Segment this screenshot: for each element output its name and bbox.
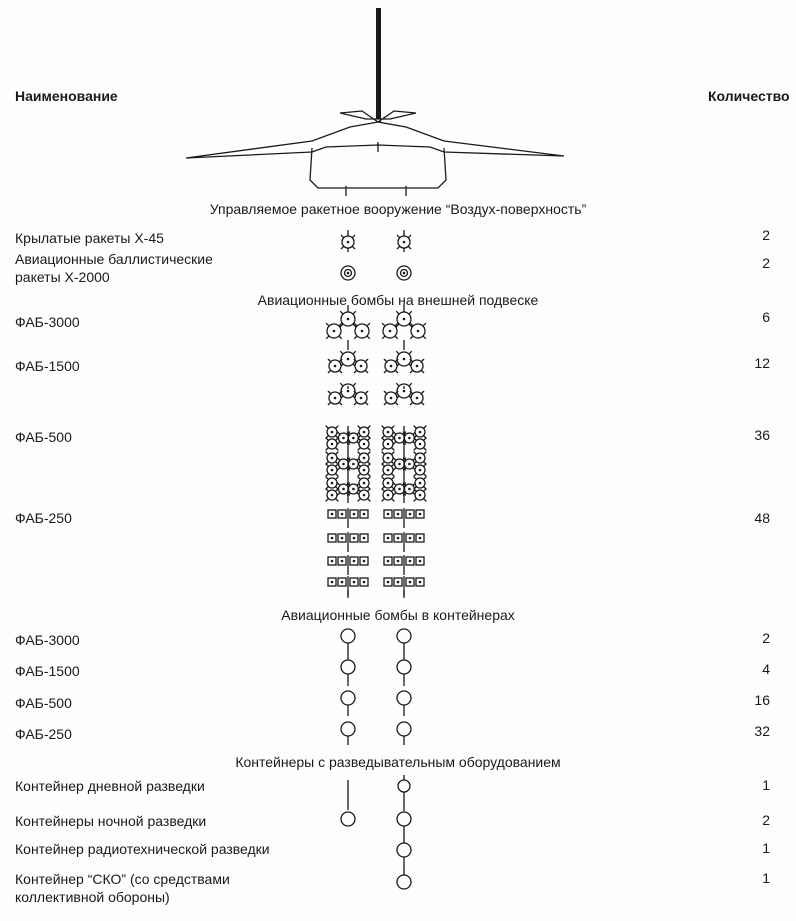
fab250-center — [419, 513, 422, 516]
fab3000-bomb-fin — [382, 336, 385, 339]
fab3000-bomb-fin — [423, 323, 426, 326]
fab500-bomb-fin — [358, 477, 361, 480]
fab500-bomb-fin — [393, 468, 396, 471]
fab250-center — [353, 513, 356, 516]
fab500-bomb-center — [387, 457, 390, 460]
fab500-bomb-fin — [414, 452, 417, 455]
fab1500-bomb-fin — [409, 351, 412, 354]
row-label-fab250-cont: ФАБ-250 — [15, 726, 72, 742]
fab500-bomb-center — [363, 431, 366, 434]
fab250-center — [397, 560, 400, 563]
fab1500-bomb-fin — [365, 359, 368, 362]
fab1500-bomb-fin — [339, 402, 342, 405]
fab3000-container — [341, 629, 355, 643]
fab250-center — [397, 581, 400, 584]
fab500-bomb-fin — [358, 474, 361, 477]
fab1500-bomb-fin — [421, 359, 424, 362]
fab1500-bomb-fin — [353, 351, 356, 354]
fab1500-bomb-center — [334, 397, 337, 400]
fab1500-bomb-fin — [421, 391, 424, 394]
fab1500-bomb-fin — [328, 391, 331, 394]
fab1500-bomb-center — [416, 365, 419, 368]
row-label-night-recon: Контейнеры ночной разведки — [15, 813, 207, 829]
fab500-bomb-fin — [368, 464, 371, 467]
fab1500-bomb-center — [334, 365, 337, 368]
row-label-fab250-ext: ФАБ-250 — [15, 510, 72, 526]
fab500-bomb-center — [352, 463, 355, 466]
fab500-bomb-center — [331, 431, 334, 434]
kh45-missile-fin — [397, 235, 400, 238]
fab1500-bomb-fin — [328, 359, 331, 362]
fab250-center — [331, 537, 334, 540]
day-recon-container — [398, 780, 410, 792]
fab500-bomb-center — [363, 457, 366, 460]
fab3000-container — [397, 629, 411, 643]
fab1500-bomb-center — [347, 358, 350, 361]
fab500-bomb-fin — [424, 452, 427, 455]
night-recon-container-left — [341, 812, 355, 826]
fab500-bomb-fin — [392, 499, 395, 502]
fab500-bomb-fin — [368, 426, 371, 429]
fab500-bomb-fin — [336, 474, 339, 477]
row-label-fab3000-cont: ФАБ-3000 — [15, 632, 80, 648]
fab1500-bomb-fin — [409, 383, 412, 386]
fab500-bomb-center — [419, 494, 422, 497]
fab3000-bomb-fin — [326, 336, 329, 339]
fab1500-bomb-fin — [339, 370, 342, 373]
fab3000-bomb-fin — [423, 336, 426, 339]
fab500-bomb-fin — [382, 499, 385, 502]
section-title-recon: Контейнеры с разведывательным оборудованием — [235, 754, 561, 770]
fab250-container — [341, 722, 355, 736]
fab1500-bomb-fin — [410, 370, 413, 373]
fab500-bomb-fin — [393, 483, 396, 486]
fab3000-bomb-fin — [353, 311, 356, 314]
fab1500-container — [341, 660, 355, 674]
row-label-fab1500-cont: ФАБ-1500 — [15, 663, 80, 679]
fab500-bomb-fin — [393, 458, 396, 461]
fab500-container — [341, 691, 355, 705]
fab3000-bomb-fin — [367, 323, 370, 326]
fab500-bomb-center — [398, 437, 401, 440]
fab3000-bomb-fin — [382, 323, 385, 326]
row-label-fab500-cont: ФАБ-500 — [15, 695, 72, 711]
fab250-center — [419, 581, 422, 584]
fab1500-bomb-fin — [384, 370, 387, 373]
fab500-bomb-fin — [382, 489, 385, 492]
fab1500-bomb-fin — [384, 391, 387, 394]
sko-container — [397, 875, 411, 889]
fab500-bomb-fin — [326, 489, 329, 492]
row-qty-night-recon: 2 — [762, 812, 770, 828]
fab500-bomb-center — [363, 469, 366, 472]
fab500-bomb-center — [419, 482, 422, 485]
row-qty-fab500-cont: 16 — [754, 692, 770, 708]
fab3000-bomb-center — [403, 318, 406, 321]
fab500-bomb-fin — [382, 438, 385, 441]
fab500-bomb-fin — [368, 499, 371, 502]
fab500-bomb-fin — [382, 452, 385, 455]
fab500-bomb-fin — [424, 489, 427, 492]
fab3000-bomb-fin — [410, 336, 413, 339]
fab500-bomb-center — [387, 469, 390, 472]
fab500-bomb-center — [331, 443, 334, 446]
fab3000-bomb-fin — [354, 336, 357, 339]
fab250-center — [341, 537, 344, 540]
fab500-bomb-center — [331, 457, 334, 460]
fab500-bomb-fin — [326, 499, 329, 502]
fab3000-bomb-fin — [339, 336, 342, 339]
row-label-kh45: Крылатые ракеты Х-45 — [15, 230, 164, 246]
night-recon-container-right — [397, 812, 411, 826]
fab500-bomb-fin — [424, 474, 427, 477]
fab500-bomb-fin — [337, 483, 340, 486]
fab1500-bomb-fin — [353, 383, 356, 386]
fab500-bomb-center — [408, 488, 411, 491]
fab1500-bomb-fin — [365, 391, 368, 394]
fab1500-bomb-fin — [328, 402, 331, 405]
fab500-bomb-fin — [393, 493, 396, 496]
row-label-fab1500-ext: ФАБ-1500 — [15, 358, 80, 374]
fab500-bomb-center — [363, 443, 366, 446]
fab500-bomb-center — [342, 437, 345, 440]
fab250-center — [353, 537, 356, 540]
fab500-bomb-center — [408, 437, 411, 440]
fab1500-bomb-fin — [328, 370, 331, 373]
fab500-bomb-center — [387, 482, 390, 485]
row-qty-fab1500-ext: 12 — [754, 355, 770, 371]
fab1500-bomb-center — [416, 397, 419, 400]
fab500-bomb-fin — [336, 477, 339, 480]
fab500-bomb-fin — [337, 468, 340, 471]
fab250-center — [409, 581, 412, 584]
fab500-bomb-fin — [392, 452, 395, 455]
fab500-bomb-fin — [392, 448, 395, 451]
fab500-bomb-center — [331, 482, 334, 485]
fab3000-bomb-fin — [367, 336, 370, 339]
fab500-bomb-fin — [414, 474, 417, 477]
fab500-bomb-fin — [326, 452, 329, 455]
fab500-bomb-fin — [368, 438, 371, 441]
kh2000-center — [347, 272, 350, 275]
fab1500-bomb-fin — [396, 383, 399, 386]
fab250-center — [387, 513, 390, 516]
fab250-center — [419, 560, 422, 563]
fab500-bomb-fin — [326, 474, 329, 477]
kh45-missile-fin — [341, 246, 344, 249]
fab500-bomb-fin — [414, 426, 417, 429]
fab500-bomb-center — [387, 443, 390, 446]
kh45-missile-center — [347, 241, 350, 244]
fab500-bomb-fin — [337, 458, 340, 461]
fab500-bomb-fin — [368, 448, 371, 451]
row-qty-day-recon: 1 — [762, 777, 770, 793]
fab500-bomb-fin — [424, 499, 427, 502]
fab3000-bomb-center — [389, 330, 392, 333]
weapon-symbols — [326, 230, 427, 889]
section-title-external-bombs: Авиационные бомбы на внешней подвеске — [257, 292, 539, 308]
fab500-bomb-fin — [358, 448, 361, 451]
fab1500-bomb-center — [390, 397, 393, 400]
fab250-center — [419, 537, 422, 540]
fab250-center — [353, 560, 356, 563]
fab500-bomb-center — [352, 488, 355, 491]
row-qty-kh45: 2 — [762, 227, 770, 243]
fab1500-bomb-fin — [410, 402, 413, 405]
fab1500-bomb-fin — [421, 402, 424, 405]
fab250-center — [341, 581, 344, 584]
fab500-bomb-fin — [392, 474, 395, 477]
fab500-container — [397, 691, 411, 705]
aircraft-front-view — [186, 8, 564, 196]
kh2000-center — [403, 272, 406, 275]
quantity-column-header: Количество — [708, 88, 790, 104]
fab500-bomb-center — [363, 482, 366, 485]
fab500-bomb-center — [342, 463, 345, 466]
kh45-missile-fin — [408, 235, 411, 238]
fab500-bomb-fin — [326, 448, 329, 451]
kh45-missile-fin — [352, 235, 355, 238]
fab500-bomb-fin — [337, 493, 340, 496]
fab500-bomb-fin — [392, 426, 395, 429]
fab500-bomb-fin — [337, 442, 340, 445]
row-label-radio-recon: Контейнер радиотехнической разведки — [15, 841, 270, 857]
fab3000-bomb-center — [417, 330, 420, 333]
fab1500-bomb-fin — [365, 370, 368, 373]
fab500-bomb-fin — [392, 477, 395, 480]
fab250-center — [331, 513, 334, 516]
fab500-bomb-fin — [337, 432, 340, 435]
fab500-bomb-fin — [326, 438, 329, 441]
fab250-center — [397, 537, 400, 540]
fab3000-bomb-center — [361, 330, 364, 333]
fab500-bomb-fin — [382, 426, 385, 429]
fab250-center — [363, 560, 366, 563]
fab500-bomb-center — [387, 431, 390, 434]
fab500-bomb-center — [408, 463, 411, 466]
fab1500-bomb-center — [403, 358, 406, 361]
fab1500-bomb-fin — [354, 370, 357, 373]
row-qty-fab250-cont: 32 — [754, 723, 770, 739]
fab500-bomb-center — [398, 463, 401, 466]
fab3000-bomb-fin — [340, 311, 343, 314]
fab500-bomb-fin — [393, 432, 396, 435]
fab1500-bomb-fin — [365, 402, 368, 405]
fab500-bomb-center — [331, 494, 334, 497]
fab500-bomb-center — [398, 488, 401, 491]
fab500-bomb-fin — [424, 464, 427, 467]
fab500-bomb-fin — [358, 426, 361, 429]
fab500-bomb-center — [352, 437, 355, 440]
fab500-bomb-fin — [414, 499, 417, 502]
fab500-bomb-center — [419, 457, 422, 460]
fab1500-bomb-fin — [421, 370, 424, 373]
row-qty-fab1500-cont: 4 — [762, 661, 770, 677]
fab3000-bomb-fin — [326, 323, 329, 326]
fab250-center — [331, 581, 334, 584]
fab500-bomb-fin — [336, 426, 339, 429]
fab1500-bomb-fin — [396, 351, 399, 354]
fab1500-bomb-center — [347, 390, 350, 393]
row-label-fab500-ext: ФАБ-500 — [15, 429, 72, 445]
fab500-bomb-fin — [414, 448, 417, 451]
fab250-center — [387, 537, 390, 540]
fab3000-bomb-center — [333, 330, 336, 333]
row-qty-sko: 1 — [762, 870, 770, 886]
row-qty-fab3000-ext: 6 — [762, 309, 770, 325]
fab500-bomb-fin — [326, 477, 329, 480]
fab250-center — [387, 581, 390, 584]
row-qty-kh2000: 2 — [762, 255, 770, 271]
fab500-bomb-fin — [424, 438, 427, 441]
fab250-center — [341, 513, 344, 516]
fab500-bomb-fin — [336, 499, 339, 502]
row-label-kh2000: Авиационные баллистические ракеты Х-2000 — [15, 251, 213, 285]
fab500-bomb-fin — [424, 448, 427, 451]
fab500-bomb-fin — [368, 477, 371, 480]
fab1500-bomb-center — [360, 397, 363, 400]
fab250-center — [409, 513, 412, 516]
fab500-bomb-fin — [326, 426, 329, 429]
fab500-bomb-fin — [368, 474, 371, 477]
fab250-center — [363, 513, 366, 516]
fab500-bomb-fin — [358, 452, 361, 455]
fab3000-bomb-fin — [396, 311, 399, 314]
fab250-center — [363, 537, 366, 540]
fab1500-bomb-center — [403, 390, 406, 393]
fab3000-bomb-fin — [409, 311, 412, 314]
kh45-missile-fin — [352, 246, 355, 249]
fab500-bomb-center — [363, 494, 366, 497]
fab250-center — [353, 581, 356, 584]
fab250-center — [409, 537, 412, 540]
fab1500-bomb-fin — [384, 359, 387, 362]
fab500-bomb-center — [387, 494, 390, 497]
fab500-bomb-fin — [382, 474, 385, 477]
fab1500-bomb-fin — [395, 402, 398, 405]
fab250-center — [397, 513, 400, 516]
fab500-bomb-fin — [336, 452, 339, 455]
fab250-center — [331, 560, 334, 563]
fab500-bomb-fin — [382, 477, 385, 480]
fab500-bomb-fin — [382, 448, 385, 451]
fab1500-bomb-fin — [340, 383, 343, 386]
fab3000-bomb-fin — [395, 336, 398, 339]
fab250-center — [341, 560, 344, 563]
row-qty-fab3000-cont: 2 — [762, 630, 770, 646]
fab500-bomb-fin — [326, 464, 329, 467]
fab1500-bomb-center — [360, 365, 363, 368]
fab1500-bomb-fin — [340, 351, 343, 354]
fab500-bomb-center — [342, 488, 345, 491]
row-qty-radio-recon: 1 — [762, 840, 770, 856]
fab500-bomb-fin — [368, 452, 371, 455]
row-label-sko: Контейнер “СКО” (со средствами коллективной обороны) — [15, 871, 230, 905]
row-qty-fab500-ext: 36 — [754, 427, 770, 443]
kh45-missile-center — [403, 241, 406, 244]
radio-recon-container — [397, 843, 411, 857]
fab500-bomb-center — [419, 443, 422, 446]
fab500-bomb-fin — [393, 442, 396, 445]
row-label-day-recon: Контейнер дневной разведки — [15, 778, 205, 794]
fab500-bomb-fin — [358, 499, 361, 502]
section-title-missiles: Управляемое ракетное вооружение “Воздух-поверхность” — [209, 201, 587, 217]
fab3000-bomb-center — [347, 318, 350, 321]
fab1500-bomb-fin — [384, 402, 387, 405]
fab1500-container — [397, 660, 411, 674]
kh45-missile-fin — [341, 235, 344, 238]
name-column-header: Наименование — [15, 88, 118, 104]
fab1500-bomb-fin — [395, 370, 398, 373]
fab500-bomb-center — [331, 469, 334, 472]
fab500-bomb-fin — [414, 477, 417, 480]
kh45-missile-fin — [408, 246, 411, 249]
kh45-missile-fin — [397, 246, 400, 249]
fab500-bomb-fin — [424, 426, 427, 429]
row-qty-fab250-ext: 48 — [754, 510, 770, 526]
fab500-bomb-fin — [382, 464, 385, 467]
fab500-bomb-center — [419, 469, 422, 472]
fab500-bomb-fin — [424, 477, 427, 480]
fab500-bomb-fin — [368, 489, 371, 492]
row-label-fab3000-ext: ФАБ-3000 — [15, 314, 80, 330]
fab250-center — [363, 581, 366, 584]
fab1500-bomb-center — [390, 365, 393, 368]
fab500-bomb-fin — [336, 448, 339, 451]
section-title-container-bombs: Авиационные бомбы в контейнерах — [281, 607, 515, 623]
fab1500-bomb-fin — [354, 402, 357, 405]
fab500-bomb-center — [419, 431, 422, 434]
fab250-center — [387, 560, 390, 563]
fab250-container — [397, 722, 411, 736]
fab250-center — [409, 560, 412, 563]
